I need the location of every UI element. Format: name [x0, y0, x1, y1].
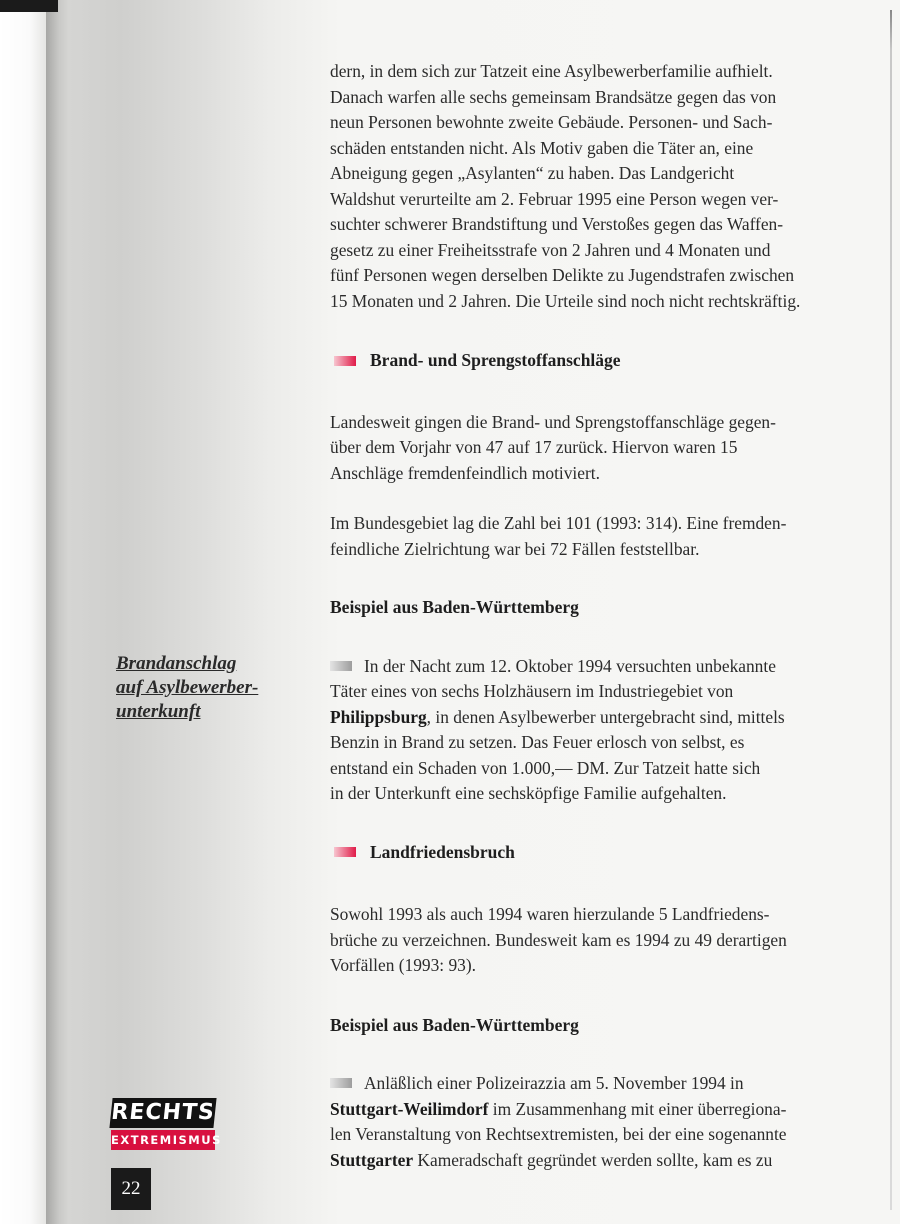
- rechtsextremismus-logo: [110, 1098, 222, 1152]
- red-bullet-icon: [334, 356, 356, 366]
- text-line: [330, 1148, 830, 1174]
- text-line: entstand ein Schaden von 1.000,— DM. Zur Tatzeit hatte sich: [330, 757, 761, 778]
- gray-bullet-icon: [330, 661, 352, 671]
- text-line: feindliche Zielrichtung war bei 72 Fällen feststellbar.: [330, 538, 700, 559]
- margin-note: [116, 652, 286, 724]
- place-name-bold: Stuttgarter: [330, 1149, 414, 1170]
- text-line: Vorfällen (1993: 93).: [330, 955, 477, 975]
- text-line: Waldshut verurteilte am 2. Februar 1995 eine Person wegen ver-: [330, 188, 779, 209]
- text-line: Im Bundesgebiet lag die Zahl bei 101 (1993: 314). Eine fremden-: [330, 513, 787, 533]
- heading-text: Brand- und Sprengstoffanschläge: [370, 350, 621, 370]
- text-line: schäden entstanden nicht. Als Motiv gaben die Täter an, eine: [330, 137, 754, 158]
- landfrieden-example-paragraph: [330, 1071, 830, 1173]
- text-line: brüche zu verzeichnen. Bundesweit kam es 1994 zu 49 derartigen: [330, 929, 787, 950]
- heading-text: Landfriedensbruch: [370, 841, 515, 862]
- gray-bullet-icon: [330, 1078, 352, 1088]
- text-line: 15 Monaten und 2 Jahren. Die Urteile sind noch nicht rechtskräftig.: [330, 290, 801, 311]
- text-line: fünf Personen wegen derselben Delikte zu Jugendstrafen zwischen: [330, 265, 795, 285]
- margin-note-line: unterkunft: [116, 701, 201, 722]
- text-line: Sowohl 1993 als auch 1994 waren hierzulande 5 Landfriedens-: [330, 904, 770, 924]
- text-line: [330, 654, 830, 680]
- page-edge-line: [890, 10, 892, 1210]
- text-line: Anschläge fremdenfeindlich motiviert.: [330, 462, 600, 483]
- text-span: Kameradschaft gegründet werden sollte, kam es zu: [413, 1149, 773, 1170]
- text-line: neun Personen bewohnte zweite Gebäude. Personen- und Sach-: [330, 112, 773, 132]
- section-heading-landfrieden: [330, 840, 830, 866]
- text-line: Abneigung gegen „Asylanten“ zu haben. Das Landgericht: [330, 163, 735, 183]
- binding-strip: [0, 0, 46, 1224]
- margin-note-line: auf Asylbewerber-: [116, 677, 259, 698]
- margin-note-line: Brandanschlag: [116, 653, 237, 674]
- continuation-paragraph: [330, 59, 830, 314]
- landfrieden-paragraph: [330, 902, 830, 979]
- binding-shadow: [46, 0, 68, 1224]
- text-line: in der Unterkunft eine sechsköpfige Familie aufgehalten.: [330, 783, 727, 803]
- text-span: Anläßlich einer Polizeirazzia am 5. November 1994 in: [364, 1073, 744, 1093]
- text-line: [330, 1071, 830, 1097]
- main-text-column: [330, 59, 830, 1173]
- example-heading-landfrieden: Beispiel aus Baden-Württemberg: [330, 1014, 579, 1035]
- brand-example-paragraph: [330, 654, 830, 807]
- place-name-bold: Stuttgart-Weilimdorf: [330, 1098, 489, 1119]
- place-name-bold: Philippsburg: [330, 706, 427, 727]
- section-heading-brand: [330, 348, 830, 374]
- text-line: [330, 1097, 830, 1123]
- brand-paragraph-2: [330, 511, 830, 562]
- text-line: Landesweit gingen die Brand- und Sprengstoffanschläge gegen-: [330, 411, 776, 432]
- text-line: dern, in dem sich zur Tatzeit eine Asylbewerberfamilie aufhielt.: [330, 61, 773, 81]
- text-line: [330, 705, 830, 731]
- text-line: Danach warfen alle sechs gemeinsam Brandsätze gegen das von: [330, 86, 777, 107]
- text-line: über dem Vorjahr von 47 auf 17 zurück. Hiervon waren 15: [330, 437, 738, 457]
- page-number: 22: [111, 1168, 151, 1210]
- text-line: gesetz zu einer Freiheitsstrafe von 2 Jahren und 4 Monaten und: [330, 239, 771, 260]
- text-line: Täter eines von sechs Holzhäusern im Industriegebiet von: [330, 681, 734, 701]
- text-span: im Zusammenhang mit einer überregiona-: [488, 1098, 787, 1119]
- text-span: , in denen Asylbewerber untergebracht sind, mittels: [426, 706, 785, 727]
- logo-top-text: RECHTS: [109, 1098, 216, 1128]
- example-heading-brand: Beispiel aus Baden-Württemberg: [330, 597, 579, 617]
- red-bullet-icon: [334, 847, 356, 857]
- text-line: suchter schwerer Brandstiftung und Verstoßes gegen das Waffen-: [330, 214, 784, 234]
- text-span: In der Nacht zum 12. Oktober 1994 versuchten unbekannte: [364, 655, 776, 676]
- brand-paragraph-1: [330, 410, 830, 487]
- corner-mark: [0, 0, 58, 12]
- text-line: Benzin in Brand zu setzen. Das Feuer erlosch von selbst, es: [330, 732, 745, 752]
- text-line: len Veranstaltung von Rechtsextremisten, bei der eine sogenannte: [330, 1124, 787, 1144]
- logo-bottom-text: EXTREMISMUS: [111, 1130, 215, 1150]
